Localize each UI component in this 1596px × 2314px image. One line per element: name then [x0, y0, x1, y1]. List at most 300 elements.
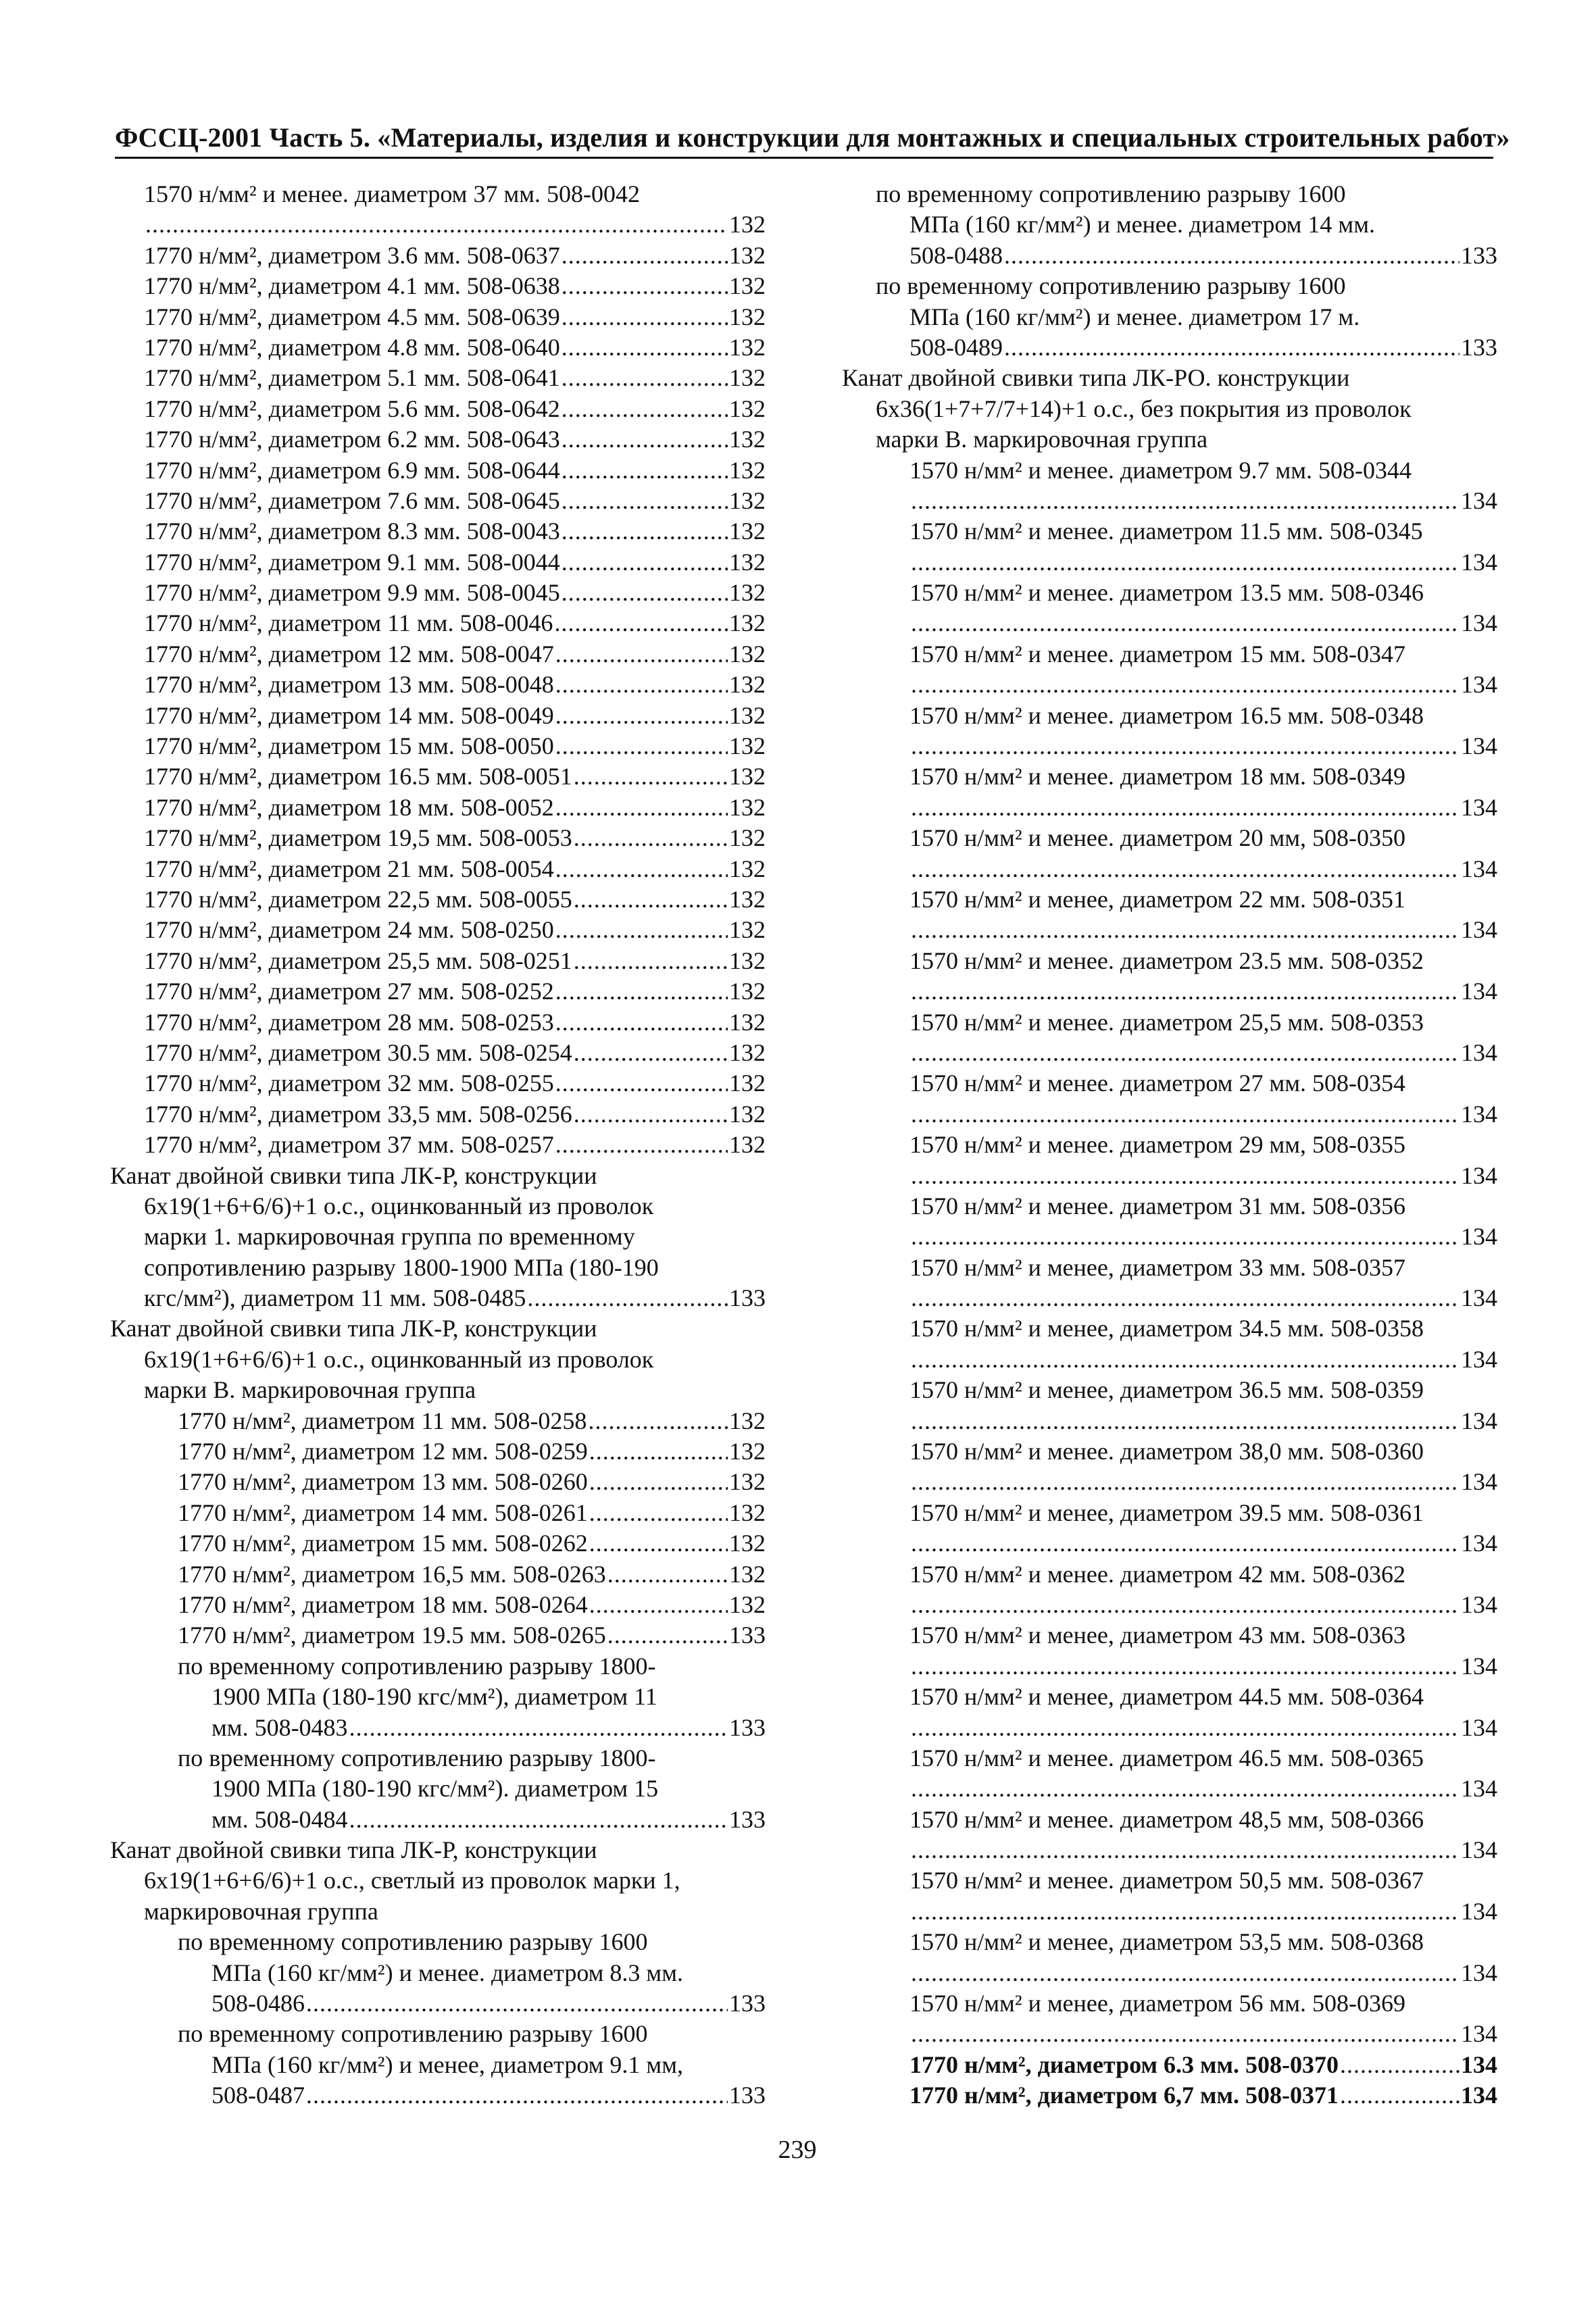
entry-page: 132 — [729, 303, 766, 330]
dot-leader — [554, 608, 728, 638]
index-entry — [842, 1253, 1497, 1283]
index-entry — [842, 1774, 1497, 1804]
entry-text: МПа (160 кг/мм²) и менее. диаметром 14 мм. — [909, 211, 1375, 238]
entry-page: 134 — [1461, 2020, 1497, 2048]
index-entry — [110, 2019, 766, 2049]
entry-page: 132 — [729, 456, 766, 484]
dot-leader — [562, 547, 728, 578]
entry-text: 1570 н/мм² и менее, диаметром 34.5 мм. 508-0358 — [909, 1315, 1424, 1342]
entry-page: 133 — [729, 2082, 766, 2109]
dot-leader — [911, 1161, 1460, 1191]
index-entry — [110, 2080, 766, 2111]
entry-text: 1570 н/мм² и менее, диаметром 53,5 мм. 508-0368 — [909, 1928, 1424, 1956]
index-entry — [110, 1774, 766, 1804]
entry-text: 1570 н/мм² и менее, диаметром 36.5 мм. 508-0359 — [909, 1376, 1424, 1404]
entry-text: марки 1. маркировочная группа по временному — [144, 1223, 635, 1251]
entry-page: 132 — [729, 701, 766, 729]
dot-leader — [911, 1651, 1460, 1682]
index-entry — [842, 1436, 1497, 1467]
dot-leader — [306, 2080, 728, 2111]
dot-leader — [911, 1835, 1460, 1865]
entry-page: 134 — [1461, 732, 1497, 760]
dot-leader — [562, 271, 728, 301]
dot-leader — [555, 793, 728, 823]
entry-page: 132 — [729, 1438, 766, 1465]
entry-text: 1770 н/мм², диаметром 9.1 мм. 508-0044 — [144, 548, 560, 576]
index-entry — [842, 976, 1497, 1007]
entry-text: 1770 н/мм², диаметром 3.6 мм. 508-0637 — [144, 241, 560, 269]
entry-text: 1770 н/мм², диаметром 8.3 мм. 508-0043 — [144, 518, 560, 545]
entry-text: 1770 н/мм², диаметром 18 мм. 508-0264 — [178, 1590, 588, 1618]
entry-text: 1570 н/мм² и менее. диаметром 16.5 мм. 508-0348 — [909, 701, 1424, 729]
entry-text: сопротивлению разрыву 1800-1900 МПа (180-190 — [144, 1253, 659, 1281]
entry-text: 6x19(1+6+6/6)+1 о.с., оцинкованный из проволок — [144, 1345, 654, 1373]
entry-text: 508-0486 — [211, 1990, 305, 2017]
entry-text: 1770 н/мм², диаметром 19.5 мм. 508-0265 — [178, 1621, 606, 1649]
dot-leader — [588, 1406, 728, 1436]
index-entry — [110, 1805, 766, 1835]
dot-leader — [911, 976, 1460, 1007]
dot-leader — [911, 608, 1460, 638]
index-entry — [842, 1590, 1497, 1620]
index-entry — [110, 1620, 766, 1651]
index-entry — [110, 363, 766, 393]
entry-page: 134 — [1461, 1161, 1497, 1189]
entry-page: 132 — [729, 1070, 766, 1097]
dot-leader — [911, 547, 1460, 578]
entry-page: 134 — [1461, 1836, 1497, 1864]
entry-text: 1770 н/мм², диаметром 19,5 мм. 508-0053 — [144, 824, 572, 852]
index-entry — [110, 1713, 766, 1743]
entry-page: 134 — [1461, 2051, 1497, 2078]
index-entry — [842, 1222, 1497, 1252]
entry-text: 1570 н/мм² и менее. диаметром 23.5 мм. 508-0352 — [909, 947, 1424, 974]
index-entry — [110, 241, 766, 271]
entry-text: 508-0488 — [909, 241, 1003, 269]
dot-leader — [607, 1559, 728, 1590]
entry-page: 134 — [1461, 1530, 1497, 1557]
dot-leader — [911, 1896, 1460, 1927]
index-entry — [110, 394, 766, 424]
dot-leader — [589, 1528, 728, 1559]
index-entry — [842, 241, 1497, 271]
index-entry — [842, 1988, 1497, 2019]
entry-text: мм. 508-0483 — [211, 1713, 348, 1741]
entry-page: 132 — [729, 855, 766, 882]
index-entry — [842, 516, 1497, 547]
entry-text: 1770 н/мм², диаметром 24 мм. 508-0250 — [144, 916, 554, 944]
entry-text: 1770 н/мм², диаметром 11 мм. 508-0258 — [178, 1407, 587, 1434]
index-entry — [842, 1467, 1497, 1497]
entry-page: 132 — [729, 1468, 766, 1496]
entry-page: 132 — [729, 518, 766, 545]
index-entry — [842, 731, 1497, 761]
entry-text: 1770 н/мм², диаметром 28 мм. 508-0253 — [144, 1008, 554, 1036]
entry-text: 1770 н/мм², диаметром 12 мм. 508-0259 — [178, 1438, 588, 1465]
dot-leader — [1340, 2050, 1460, 2080]
entry-text: 1770 н/мм², диаметром 6,7 мм. 508-0371 — [909, 2082, 1339, 2109]
dot-leader — [145, 209, 728, 240]
entry-text: 1570 н/мм² и менее. диаметром 13.5 мм. 508-0346 — [909, 579, 1424, 607]
dot-leader — [555, 1007, 728, 1038]
index-entry — [110, 1375, 766, 1405]
dot-leader — [911, 1283, 1460, 1313]
header-rule — [115, 157, 1493, 159]
entry-text: 1770 н/мм², диаметром 4.1 мм. 508-0638 — [144, 272, 560, 300]
entry-text: 1770 н/мм², диаметром 37 мм. 508-0257 — [144, 1131, 554, 1159]
dot-leader — [555, 639, 728, 670]
index-entry — [110, 1130, 766, 1160]
index-entry — [110, 1590, 766, 1620]
entry-page: 132 — [729, 1499, 766, 1526]
entry-text: 1900 МПа (180-190 кгс/мм²). диаметром 15 — [211, 1775, 659, 1803]
entry-text: кгс/мм²), диаметром 11 мм. 508-0485 — [144, 1284, 526, 1312]
entry-text: по временному сопротивлению разрыву 1800- — [178, 1744, 656, 1771]
index-entry — [110, 1528, 766, 1559]
entry-page: 134 — [1461, 2082, 1497, 2109]
entry-page: 132 — [729, 211, 766, 238]
entry-text: 508-0489 — [909, 333, 1003, 361]
index-entry — [842, 179, 1497, 209]
index-entry — [842, 1283, 1497, 1313]
index-entry — [110, 1651, 766, 1682]
dot-leader — [574, 1038, 728, 1068]
entry-page: 134 — [1461, 1038, 1497, 1066]
index-entry — [842, 1896, 1497, 1927]
entry-page: 132 — [729, 1008, 766, 1036]
index-entry — [110, 1835, 766, 1865]
dot-leader — [574, 1099, 728, 1130]
index-entry — [110, 1467, 766, 1497]
entry-text: 1570 н/мм² и менее. диаметром 48,5 мм, 508-0366 — [909, 1805, 1424, 1833]
entry-text: 1770 н/мм², диаметром 14 мм. 508-0049 — [144, 701, 554, 729]
entry-page: 134 — [1461, 1775, 1497, 1803]
entry-text: 1570 н/мм² и менее. диаметром 29 мм, 508-0355 — [909, 1131, 1406, 1159]
dot-leader — [589, 1467, 728, 1497]
entry-page: 132 — [729, 486, 766, 514]
entry-page: 133 — [729, 1621, 766, 1649]
index-entry — [842, 639, 1497, 670]
dot-leader — [562, 486, 728, 516]
entry-page: 134 — [1461, 1284, 1497, 1312]
index-entry — [110, 2050, 766, 2080]
index-entry — [110, 731, 766, 761]
dot-leader — [574, 884, 728, 915]
entry-text: по временному сопротивлению разрыву 1600 — [876, 180, 1346, 207]
entry-text: 1570 н/мм² и менее. диаметром 38,0 мм. 508-0360 — [909, 1438, 1424, 1465]
index-entry — [110, 608, 766, 638]
index-entry — [842, 1130, 1497, 1160]
entry-text: 1570 н/мм² и менее. диаметром 11.5 мм. 508-0345 — [909, 518, 1423, 545]
entry-text: 1570 н/мм² и менее, диаметром 56 мм. 508-0369 — [909, 1990, 1406, 2017]
entry-page: 134 — [1461, 978, 1497, 1005]
index-entry — [842, 578, 1497, 608]
index-entry — [842, 946, 1497, 976]
index-entry — [842, 2080, 1497, 2111]
entry-text: 1770 н/мм², диаметром 4.8 мм. 508-0640 — [144, 333, 560, 361]
entry-page: 132 — [729, 548, 766, 576]
dot-leader — [555, 1068, 728, 1099]
index-entry — [110, 1344, 766, 1375]
entry-text: 1570 н/мм² и менее. диаметром 27 мм. 508-0354 — [909, 1070, 1406, 1097]
entry-text: 1770 н/мм², диаметром 25,5 мм. 508-0251 — [144, 947, 572, 974]
entry-page: 132 — [729, 395, 766, 422]
dot-leader — [911, 793, 1460, 823]
entry-page: 134 — [1461, 1345, 1497, 1373]
entry-page: 132 — [729, 1131, 766, 1159]
index-entry — [110, 1253, 766, 1283]
entry-text: 1770 н/мм², диаметром 6.2 мм. 508-0643 — [144, 426, 560, 453]
entry-page: 134 — [1461, 548, 1497, 576]
entry-text: 1770 н/мм², диаметром 32 мм. 508-0255 — [144, 1070, 554, 1097]
dot-leader — [562, 394, 728, 424]
entry-text: 1570 н/мм² и менее. диаметром 46.5 мм. 508-0365 — [909, 1744, 1424, 1771]
dot-leader — [1004, 241, 1460, 271]
entry-page: 132 — [729, 1407, 766, 1434]
index-entry — [842, 332, 1497, 363]
entry-text: 1770 н/мм², диаметром 16.5 мм. 508-0051 — [144, 763, 572, 790]
index-entry — [842, 1713, 1497, 1743]
dot-leader — [911, 915, 1460, 945]
index-entry — [842, 854, 1497, 884]
dot-leader — [562, 302, 728, 332]
entry-text: 1570 н/мм² и менее, диаметром 22 мм. 508-0351 — [909, 885, 1406, 913]
entry-text: 1570 н/мм² и менее. диаметром 20 мм, 508-0350 — [909, 824, 1406, 852]
index-entry — [110, 1436, 766, 1467]
index-entry — [110, 1958, 766, 1988]
dot-leader — [911, 1222, 1460, 1252]
dot-leader — [349, 1713, 728, 1743]
index-entry — [110, 424, 766, 455]
entry-text: 1770 н/мм², диаметром 30.5 мм. 508-0254 — [144, 1038, 572, 1066]
dot-leader — [911, 1774, 1460, 1804]
entry-text: 1770 н/мм², диаметром 9.9 мм. 508-0045 — [144, 579, 560, 607]
entry-page: 134 — [1461, 1223, 1497, 1251]
index-entry — [842, 271, 1497, 301]
index-entry — [842, 486, 1497, 516]
dot-leader — [562, 332, 728, 363]
index-entry — [842, 2019, 1497, 2049]
dot-leader — [1340, 2080, 1460, 2111]
entry-page: 134 — [1461, 1100, 1497, 1128]
entry-page: 132 — [729, 793, 766, 821]
entry-text: по временному сопротивлению разрыву 1800- — [178, 1652, 656, 1680]
dot-leader — [589, 1590, 728, 1620]
entry-text: Канат двойной свивки типа ЛК-РО. конструкции — [842, 364, 1350, 392]
entry-page: 132 — [729, 1590, 766, 1618]
entry-text: 1570 н/мм² и менее. диаметром 42 мм. 508-0362 — [909, 1560, 1406, 1588]
index-entry — [110, 1988, 766, 2019]
entry-page: 132 — [729, 272, 766, 300]
entry-text: 1770 н/мм², диаметром 4.5 мм. 508-0639 — [144, 303, 560, 330]
index-entry — [110, 332, 766, 363]
entry-text: 1770 н/мм², диаметром 13 мм. 508-0048 — [144, 671, 554, 699]
dot-leader — [911, 1958, 1460, 1988]
entry-text: 1570 н/мм² и менее. диаметром 25,5 мм. 508-0353 — [909, 1008, 1424, 1036]
index-entry — [110, 1161, 766, 1191]
page-header: ФССЦ-2001 Часть 5. «Материалы, изделия и конструкции для монтажных и специальных строительных работ» — [115, 122, 1510, 153]
entry-page: 133 — [729, 1284, 766, 1312]
dot-leader — [306, 1988, 728, 2019]
dot-leader — [911, 1528, 1460, 1559]
entry-text: 1570 н/мм² и менее, диаметром 33 мм. 508-0357 — [909, 1253, 1406, 1281]
entry-text: 1570 н/мм² и менее, диаметром 44.5 мм. 508-0364 — [909, 1683, 1424, 1711]
index-entry — [842, 1498, 1497, 1528]
entry-text: 1570 н/мм² и менее. диаметром 50,5 мм. 508-0367 — [909, 1867, 1424, 1894]
index-entry — [110, 1191, 766, 1222]
index-entry — [110, 1099, 766, 1130]
entry-text: маркировочная группа — [144, 1897, 378, 1925]
index-entry — [110, 1498, 766, 1528]
entry-page: 132 — [729, 579, 766, 607]
index-entry — [842, 1835, 1497, 1865]
index-entry — [110, 578, 766, 608]
entry-page: 134 — [1461, 1590, 1497, 1618]
entry-page: 132 — [729, 1100, 766, 1128]
dot-leader — [1004, 332, 1460, 363]
dot-leader — [527, 1283, 728, 1313]
entry-text: 1770 н/мм², диаметром 21 мм. 508-0054 — [144, 855, 554, 882]
entry-page: 134 — [1461, 916, 1497, 944]
entry-text: 1570 н/мм² и менее. диаметром 37 мм. 508-0042 — [144, 180, 641, 207]
entry-page: 134 — [1461, 609, 1497, 637]
dot-leader — [562, 516, 728, 547]
entry-page: 132 — [729, 426, 766, 453]
entry-text: Канат двойной свивки типа ЛК-Р, конструкции — [110, 1315, 597, 1342]
entry-text: 1570 н/мм² и менее. диаметром 15 мм. 508-0347 — [909, 640, 1406, 668]
dot-leader — [589, 1436, 728, 1467]
index-entry — [110, 1038, 766, 1068]
index-entry — [110, 884, 766, 915]
index-entry — [110, 1406, 766, 1436]
entry-page: 134 — [1461, 793, 1497, 821]
index-entry — [110, 1896, 766, 1927]
entry-text: 1570 н/мм² и менее. диаметром 31 мм. 508-0356 — [909, 1192, 1406, 1219]
entry-text: по временному сопротивлению разрыву 1600 — [876, 272, 1346, 300]
dot-leader — [562, 578, 728, 608]
entry-page: 132 — [729, 947, 766, 974]
index-entry — [842, 793, 1497, 823]
dot-leader — [562, 424, 728, 455]
entry-page: 132 — [729, 671, 766, 699]
index-entry — [842, 1620, 1497, 1651]
dot-leader — [574, 761, 728, 792]
entry-text: мм. 508-0484 — [211, 1805, 348, 1833]
index-entry — [842, 1958, 1497, 1988]
entry-text: марки В. маркировочная группа — [144, 1376, 476, 1404]
dot-leader — [562, 241, 728, 271]
page-number: 239 — [778, 2136, 817, 2164]
index-entry — [110, 915, 766, 945]
dot-leader — [911, 670, 1460, 700]
entry-text: 6x19(1+6+6/6)+1 о.с., светлый из проволок марки 1, — [144, 1867, 680, 1894]
index-entry — [110, 302, 766, 332]
entry-text: 1770 н/мм², диаметром 13 мм. 508-0260 — [178, 1468, 588, 1496]
index-entry — [842, 1313, 1497, 1344]
index-entry — [842, 1161, 1497, 1191]
dot-leader — [911, 1038, 1460, 1068]
entry-text: МПа (160 кг/мм²) и менее. диаметром 17 м. — [909, 303, 1360, 330]
entry-text: 1770 н/мм², диаметром 16,5 мм. 508-0263 — [178, 1560, 606, 1588]
entry-page: 134 — [1461, 1652, 1497, 1680]
index-entry — [842, 2050, 1497, 2080]
index-entry — [110, 639, 766, 670]
entry-page: 134 — [1461, 671, 1497, 699]
index-entry — [110, 1559, 766, 1590]
index-entry — [110, 486, 766, 516]
entry-page: 133 — [1461, 241, 1497, 269]
entry-text: 1770 н/мм², диаметром 22,5 мм. 508-0055 — [144, 885, 572, 913]
entry-text: 1570 н/мм² и менее. диаметром 18 мм. 508-0349 — [909, 763, 1406, 790]
entry-page: 133 — [729, 1713, 766, 1741]
dot-leader — [607, 1620, 728, 1651]
dot-leader — [911, 1406, 1460, 1436]
dot-leader — [911, 1467, 1460, 1497]
dot-leader — [555, 1130, 728, 1160]
index-entry — [842, 1559, 1497, 1590]
index-entry — [842, 1191, 1497, 1222]
index-entry — [842, 1927, 1497, 1957]
index-entry — [110, 1068, 766, 1099]
index-entry — [842, 1344, 1497, 1375]
index-entry — [110, 1283, 766, 1313]
entry-text: 1770 н/мм², диаметром 15 мм. 508-0050 — [144, 732, 554, 760]
entry-page: 132 — [729, 1530, 766, 1557]
entry-page: 134 — [1461, 1959, 1497, 1986]
index-entry — [842, 302, 1497, 332]
index-entry — [110, 701, 766, 731]
entry-text: по временному сопротивлению разрыву 1600 — [178, 2020, 648, 2048]
entry-text: марки В. маркировочная группа — [876, 426, 1208, 453]
entry-page: 132 — [729, 640, 766, 668]
index-entry — [842, 1682, 1497, 1712]
dot-leader — [911, 486, 1460, 516]
index-entry — [110, 455, 766, 486]
index-entry — [842, 209, 1497, 240]
index-entry — [110, 1927, 766, 1957]
index-entry — [110, 516, 766, 547]
entry-page: 133 — [729, 1990, 766, 2017]
left-column — [110, 179, 766, 2111]
dot-leader — [911, 731, 1460, 761]
index-entry — [842, 670, 1497, 700]
entry-page: 133 — [1461, 333, 1497, 361]
dot-leader — [349, 1805, 728, 1835]
index-entry — [842, 1406, 1497, 1436]
entry-page: 132 — [729, 364, 766, 392]
entry-page: 132 — [729, 763, 766, 790]
entry-text: 6x36(1+7+7/7+14)+1 о.с., без покрытия из проволок — [876, 395, 1412, 422]
index-entry — [842, 1743, 1497, 1774]
dot-leader — [574, 946, 728, 976]
entry-text: 6x19(1+6+6/6)+1 о.с., оцинкованный из проволок — [144, 1192, 654, 1219]
entry-page: 132 — [729, 1038, 766, 1066]
entry-text: МПа (160 кг/мм²) и менее, диаметром 9.1 мм, — [211, 2051, 683, 2078]
index-entry — [842, 823, 1497, 853]
entry-text: 1770 н/мм², диаметром 5.6 мм. 508-0642 — [144, 395, 560, 422]
dot-leader — [911, 854, 1460, 884]
dot-leader — [589, 1498, 728, 1528]
entry-page: 132 — [729, 824, 766, 852]
index-entry — [842, 455, 1497, 486]
index-entry — [842, 1099, 1497, 1130]
index-entry — [842, 1651, 1497, 1682]
index-entry — [842, 424, 1497, 455]
index-entry — [842, 1068, 1497, 1099]
entry-text: 1770 н/мм², диаметром 6.3 мм. 508-0370 — [909, 2051, 1339, 2078]
dot-leader — [555, 976, 728, 1007]
entry-page: 132 — [729, 732, 766, 760]
